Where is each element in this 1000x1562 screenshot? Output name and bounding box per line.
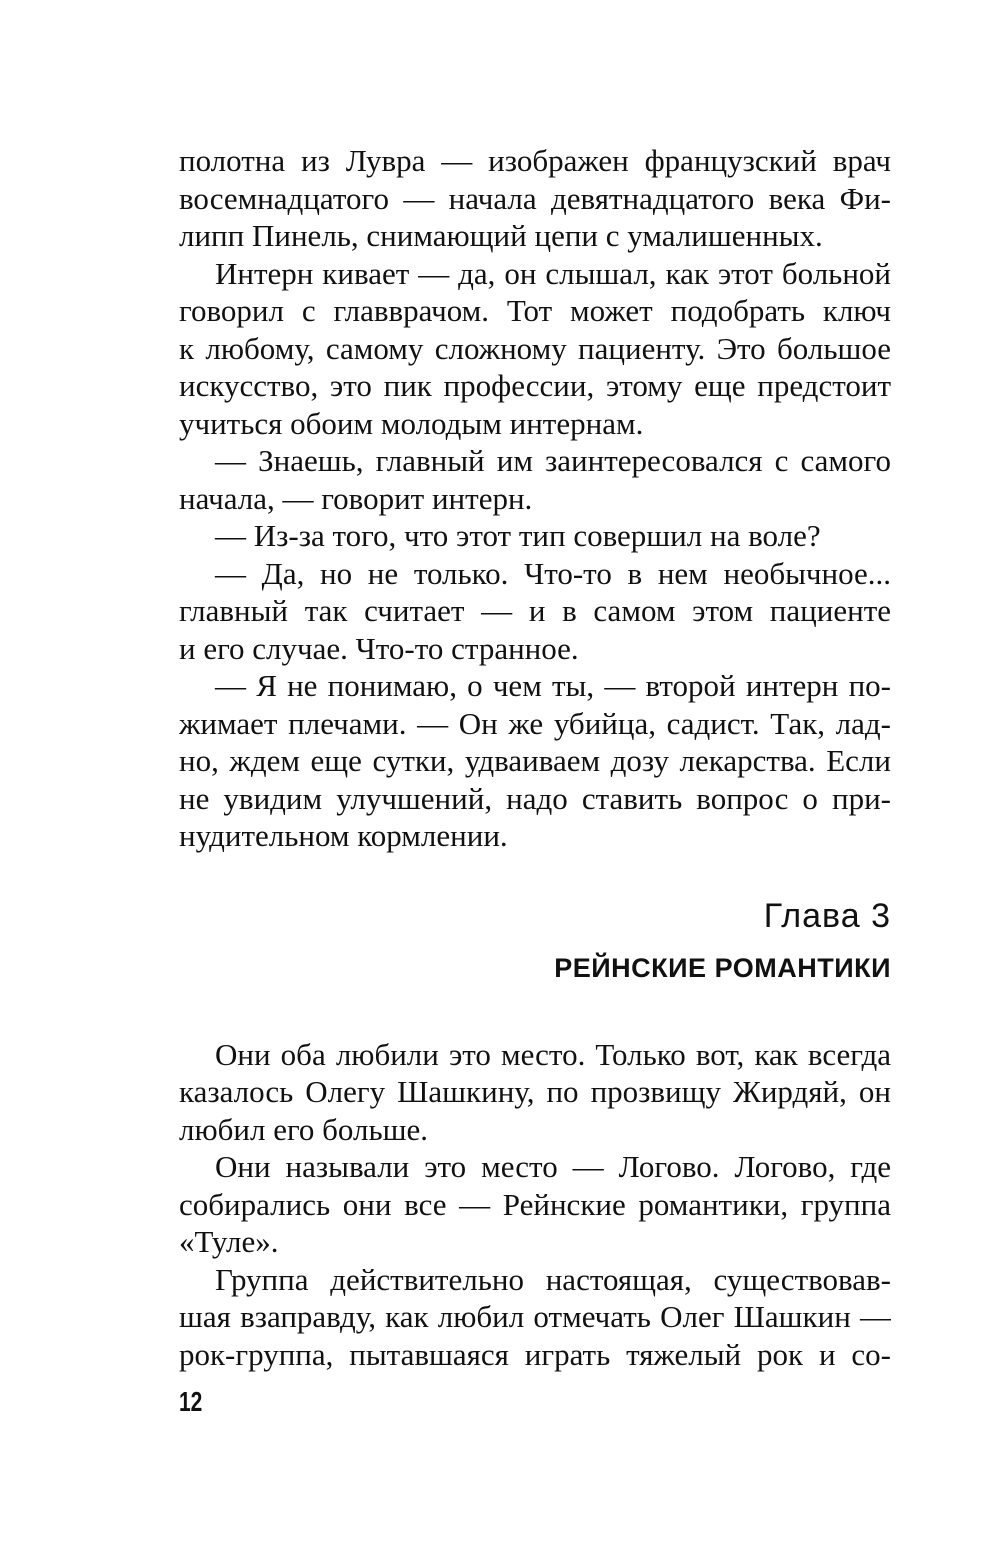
text-line: жимает плечами. — Он же убийца, садист. Так, лад- xyxy=(179,705,891,741)
text-line: учиться обоим молодым интернам. xyxy=(179,405,644,441)
text-block-after-chapter xyxy=(179,1036,891,1374)
text-line: собирались они все — Рейнские романтики, группа xyxy=(179,1186,891,1222)
page-body xyxy=(179,142,891,1373)
text-line: «Туле». xyxy=(179,1224,279,1259)
text-line: — Знаешь, главный им заинтересовался с самого xyxy=(215,443,891,478)
text-line: Они называли это место — Логово. Логово, где xyxy=(215,1149,891,1184)
text-line: главный так считает — и в самом этом пациенте xyxy=(179,593,891,628)
text-line: восемнадцатого — начала девятнадцатого века Фи- xyxy=(179,180,891,216)
text-line: и его случае. Что-то странное. xyxy=(179,630,579,666)
text-block-before-chapter xyxy=(179,142,891,855)
text-line: начала, — говорит интерн. xyxy=(179,480,533,516)
text-line: Группа действительно настоящая, существовав- xyxy=(215,1261,891,1297)
text-line: к любому, самому сложному пациенту. Это большое xyxy=(179,330,891,366)
text-line: говорил с главврачом. Тот может подобрать ключ xyxy=(179,293,891,328)
text-line: шая взаправду, как любил отмечать Олег Шашкин — xyxy=(179,1299,891,1334)
text-line: липп Пинель, снимающий цепи с умалишенных. xyxy=(179,218,823,253)
text-line: Они оба любили это место. Только вот, как всегда xyxy=(215,1036,891,1072)
chapter-title: РЕЙНСКИЕ РОМАНТИКИ xyxy=(554,952,891,983)
text-line: полотна из Лувра — изображен французский врач xyxy=(179,143,891,178)
text-line: любил его больше. xyxy=(179,1111,429,1147)
text-line: казалось Олегу Шашкину, по прозвищу Жирдяй, он xyxy=(179,1074,891,1109)
text-line: — Из-за того, что этот тип совершил на воле? xyxy=(215,518,821,553)
text-line: рок-группа, пытавшаяся играть тяжелый рок и со- xyxy=(179,1336,891,1372)
text-line: — Да, но не только. Что-то в нем необычное... xyxy=(215,555,891,591)
text-line: не увидим улучшений, надо ставить вопрос о при- xyxy=(179,780,891,816)
text-line: нудительном кормлении. xyxy=(179,818,508,853)
text-line: Интерн кивает — да, он слышал, как этот больной xyxy=(215,255,891,291)
chapter-gap xyxy=(179,988,891,1036)
text-line: но, ждем еще сутки, удваиваем дозу лекарства. Если xyxy=(179,743,891,778)
chapter-number: Глава 3 xyxy=(763,896,891,935)
text-line: — Я не понимаю, о чем ты, — второй интерн по- xyxy=(215,668,891,703)
page-number: 12 xyxy=(179,1386,203,1417)
text-line: искусство, это пик профессии, этому еще предстоит xyxy=(179,368,891,403)
